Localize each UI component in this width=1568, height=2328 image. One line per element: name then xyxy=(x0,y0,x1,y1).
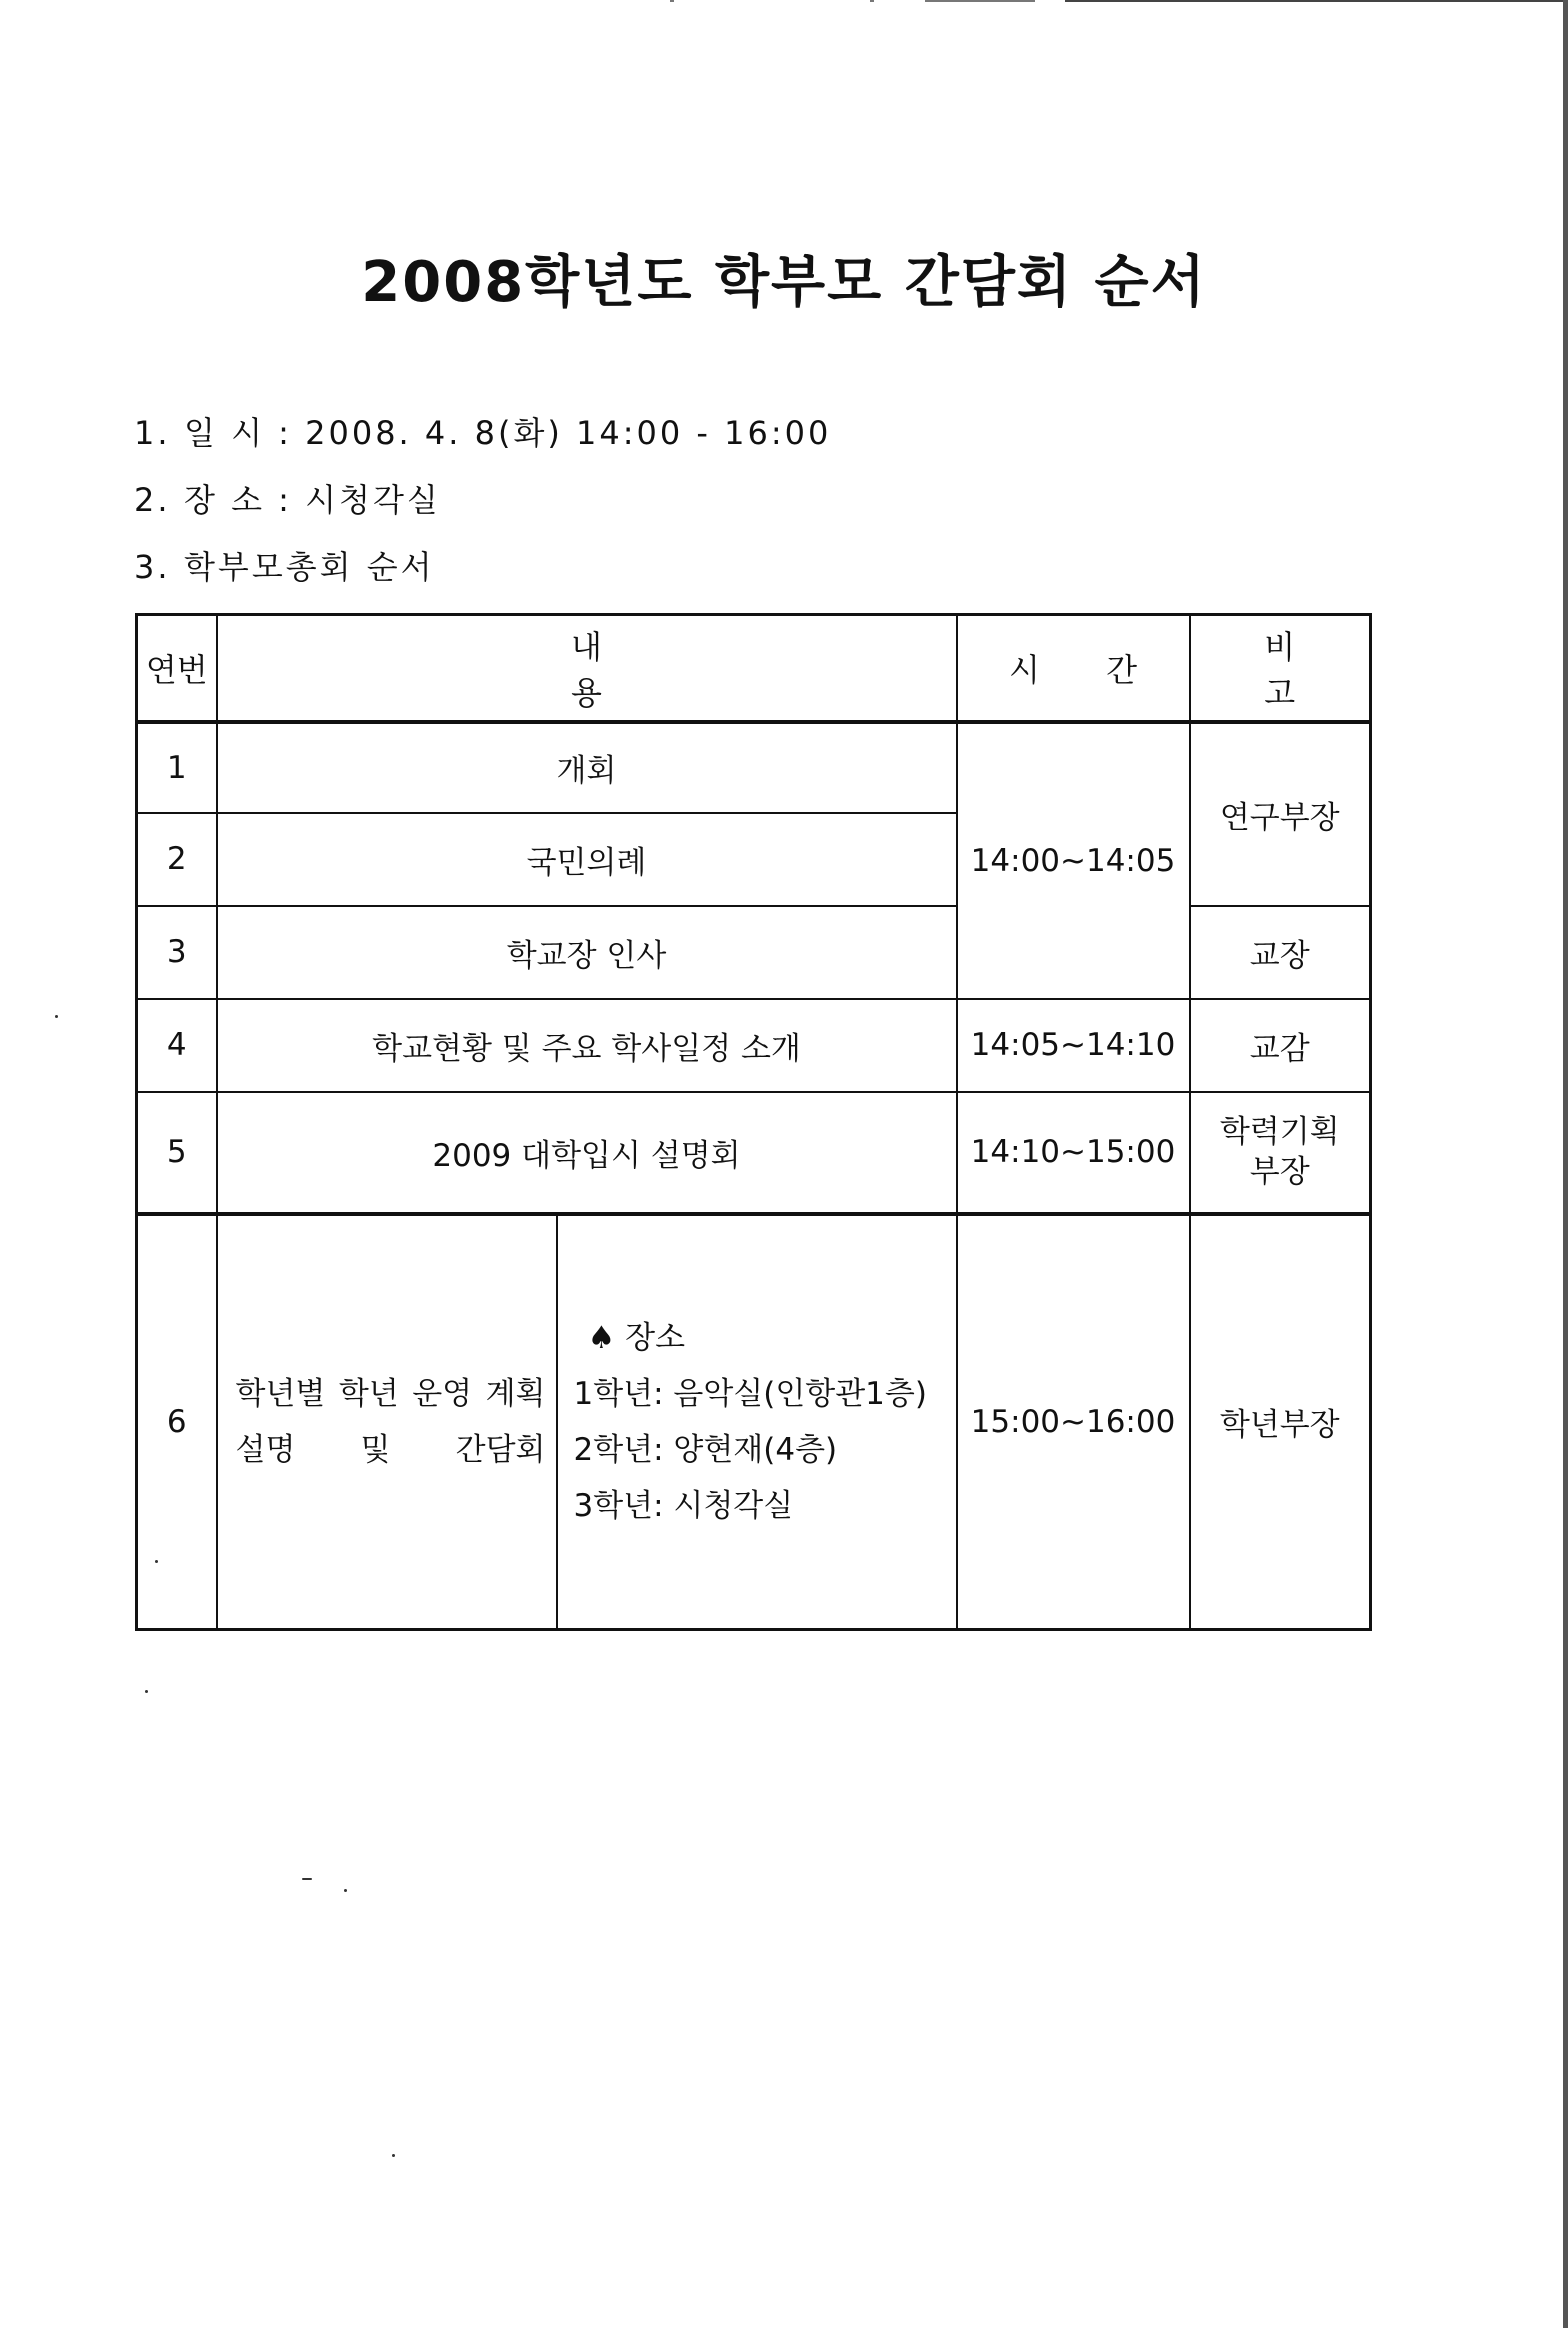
table-row xyxy=(137,1092,1371,1214)
table-row xyxy=(137,1214,1371,1630)
speck xyxy=(392,2154,395,2157)
row-content: 국민의례 xyxy=(217,813,957,906)
row-locations xyxy=(557,1214,957,1630)
row-note: 학년부장 xyxy=(1190,1214,1371,1630)
row-no: 6 xyxy=(137,1214,217,1630)
row-time: 14:00~14:05 xyxy=(957,722,1190,999)
schedule-table xyxy=(135,613,1372,1631)
scan-edge-right xyxy=(1563,0,1568,2328)
table-header-row xyxy=(137,615,1371,722)
row-no: 5 xyxy=(137,1092,217,1214)
scan-marks-top xyxy=(670,0,1050,4)
row-content: 학년별 학년 운영 계획 설명 및 간담회 xyxy=(217,1214,557,1630)
row-no: 4 xyxy=(137,999,217,1092)
speck xyxy=(344,1889,347,1892)
row-no: 1 xyxy=(137,722,217,813)
row-no: 3 xyxy=(137,906,217,999)
table-row xyxy=(137,999,1371,1092)
row-content: 학교현황 및 주요 학사일정 소개 xyxy=(217,999,957,1092)
location-heading: ♠ 장소 xyxy=(587,1319,686,1356)
row-time: 15:00~16:00 xyxy=(957,1214,1190,1630)
header-note: 비 고 xyxy=(1190,615,1371,722)
row-note-line: 학력기획 xyxy=(1219,1114,1340,1150)
row-note: 교감 xyxy=(1190,999,1371,1092)
header-content: 내 용 xyxy=(217,615,957,722)
row-note xyxy=(1190,1092,1371,1214)
location-item: 1학년: 음악실(인항관1층) xyxy=(573,1375,927,1412)
header-no: 연번 xyxy=(137,615,217,722)
speck xyxy=(145,1690,148,1693)
info-line-order: 3. 학부모총회 순서 xyxy=(134,548,435,586)
row-note: 연구부장 xyxy=(1190,722,1371,906)
row-note: 교장 xyxy=(1190,906,1371,999)
info-line-datetime: 1. 일 시 : 2008. 4. 8(화) 14:00 - 16:00 xyxy=(134,414,832,452)
header-time: 시 간 xyxy=(957,615,1190,722)
row-content: 개회 xyxy=(217,722,957,813)
row-time: 14:05~14:10 xyxy=(957,999,1190,1092)
row-note-line: 부장 xyxy=(1249,1154,1310,1190)
row-content: 학교장 인사 xyxy=(217,906,957,999)
row-no: 2 xyxy=(137,813,217,906)
speck xyxy=(55,1015,58,1018)
location-item: 2학년: 양현재(4층) xyxy=(573,1431,838,1468)
row-content: 2009 대학입시 설명회 xyxy=(217,1092,957,1214)
scan-edge-top xyxy=(1065,0,1568,2)
document-title: 2008학년도 학부모 간담회 순서 xyxy=(361,250,1207,315)
info-line-location: 2. 장 소 : 시청각실 xyxy=(134,481,441,519)
table-row xyxy=(137,722,1371,813)
row-time: 14:10~15:00 xyxy=(957,1092,1190,1214)
location-item: 3학년: 시청각실 xyxy=(573,1487,794,1524)
speck xyxy=(302,1878,312,1880)
